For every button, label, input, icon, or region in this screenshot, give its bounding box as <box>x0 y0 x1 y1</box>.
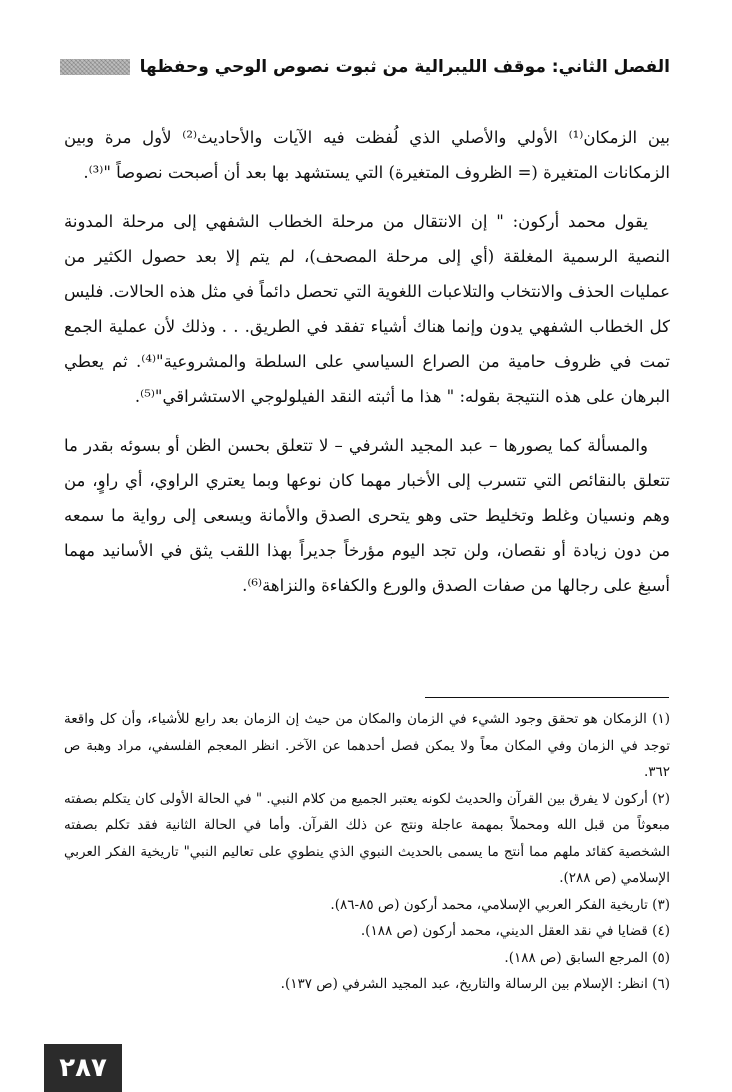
footnote-3: (٣) تاريخية الفكر العربي الإسلامي، محمد أركون (ص ٨٥-٨٦). <box>330 896 670 913</box>
running-header <box>60 52 670 82</box>
footnote-6: (٦) انظر: الإسلام بين الرسالة والتاريخ، عبد المجيد الشرفي (ص ١٣٧). <box>280 976 670 992</box>
paragraph-3: والمسألة كما يصورها – عبد المجيد الشرفي – لا تتعلق بحسن الظن أو بسوئه بقدر ما تتعلق بالنقائص التي تتسرب إلى الأخبار مهما كان نوعها وبما يعتري الراوي، أي راوٍ، من وهم ونسيان وغلط وتخليط حتى وهو يتحرى الصدق والأمانة ويسعى إلى رواية ما سمعه من دون زيادة أو نقصان، ولن تجد اليوم مؤرخاً جديراً بهذا اللقب يثق في الأسانيد مهما أسبغ على رجالها من صفات الصدق والورع والكفاءة والنزاهة⁽⁶⁾. <box>64 436 670 595</box>
paragraph-1: بين الزمكان⁽¹⁾ الأولي والأصلي الذي لُفظت فيه الآيات والأحاديث⁽²⁾ لأول مرة وبين الزمكانات المتغيرة (= الظروف المتغيرة) التي يستشهد بها بعد أن أصبحت نصوصاً "⁽³⁾. <box>64 128 670 182</box>
main-text <box>64 120 670 617</box>
header-pattern-bar <box>60 59 130 75</box>
footnote-2: (٢) أركون لا يفرق بين القرآن والحديث لكونه يعتبر الجميع من كلام النبي. " في الحالة الأولى كان يتكلم بصفته مبعوثاً من قبل الله ومحملاً بمهمة عاجلة ونتج عن ذلك القرآن. وأما في الحالة الثانية فقد تكلم بصفته الشخصية كقائد ملهم مما أنتج ما يسمى بالحديث النبوي الذي ينطوي على تعاليم النبي" تاريخية الفكر العربي الإسلامي (ص ٢٨٨). <box>64 790 670 886</box>
footnote-4: (٤) قضايا في نقد العقل الديني، محمد أركون (ص ١٨٨). <box>360 923 670 939</box>
paragraph-2: يقول محمد أركون: " إن الانتقال من مرحلة الخطاب الشفهي إلى مرحلة المدونة النصية الرسمية المغلقة (أي إلى مرحلة المصحف)، لم يتم إلا بعد حصول الكثير من عمليات الحذف والانتخاب والتلاعبات اللغوية التي تحصل دائماً في مثل هذه الحالات. فليس كل الخطاب الشفهي يدون وإنما هناك أشياء تفقد في الطريق. . . وذلك لأن عملية الجمع تمت في ظروف حامية من الصراع السياسي على السلطة والمشروعية"⁽⁴⁾. ثم يعطي البرهان على هذه النتيجة بقوله: " هذا ما أثبته النقد الفيلولوجي الاستشراقي"⁽⁵⁾. <box>64 212 670 406</box>
footnote-1: (١) الزمكان هو تحقق وجود الشيء في الزمان والمكان من حيث إن الزمان بعد رابع للأشياء، وأن كل واقعة توجد في الزمان وفي المكان معاً ولا يمكن فصل أحدهما عن الآخر. انظر المعجم الفلسفي، مراد وهبة ص ٣٦٢. <box>64 711 670 780</box>
chapter-title: الفصل الثاني: موقف الليبرالية من ثبوت نصوص الوحي وحفظها <box>139 57 670 77</box>
footnotes <box>64 706 670 998</box>
footnote-separator <box>425 697 669 698</box>
page-number: ٢٨٧ <box>44 1044 122 1092</box>
footnote-5: (٥) المرجع السابق (ص ١٨٨). <box>504 949 670 966</box>
